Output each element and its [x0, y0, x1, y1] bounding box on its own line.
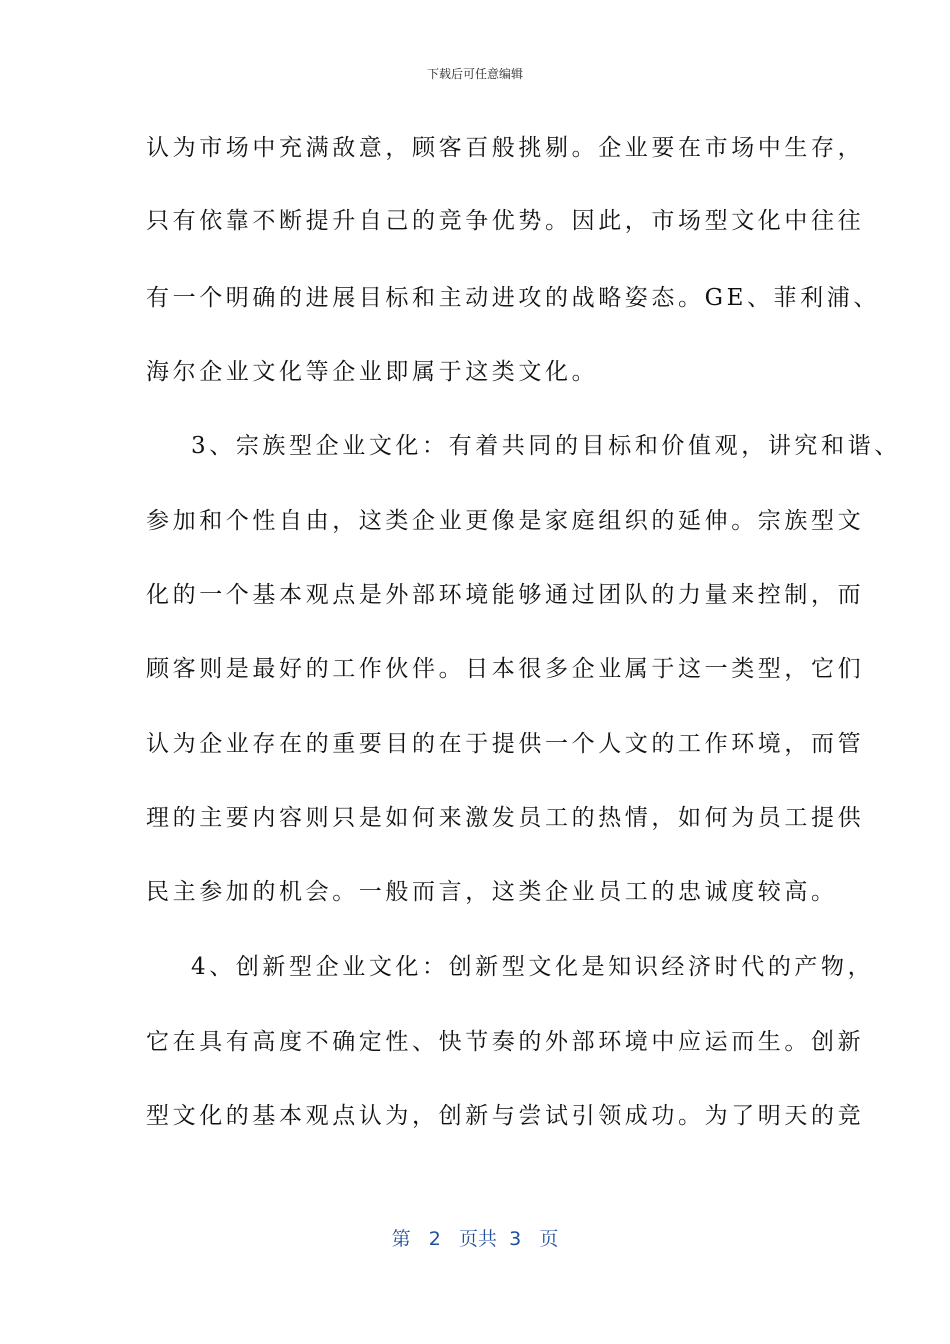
page-footer: [0, 1226, 950, 1252]
text-line: 顾客则是最好的工作伙伴。日本很多企业属于这一类型，它们: [146, 656, 865, 682]
text-line: 参加和个性自由，这类企业更像是家庭组织的延伸。宗族型文: [146, 508, 865, 534]
text-line: 它在具有高度不确定性、快节奏的外部环境中应运而生。创新: [146, 1029, 865, 1055]
text-line: 海尔企业文化等企业即属于这类文化。: [146, 359, 599, 385]
footer-page-number: 2: [428, 1228, 441, 1250]
header-note: 下载后可任意编辑: [426, 67, 523, 81]
text-line: 认为企业存在的重要目的在于提供一个人文的工作环境，而管: [146, 731, 865, 757]
footer-middle: 页共: [459, 1228, 498, 1250]
footer-total-pages: 3: [509, 1228, 522, 1250]
footer-prefix: 第: [391, 1228, 411, 1250]
text-line: 理的主要内容则只是如何来激发员工的热情，如何为员工提供: [146, 805, 865, 831]
text-line: 有一个明确的进展目标和主动进攻的战略姿态。GE、菲利浦、: [146, 285, 880, 311]
text-line: 型文化的基本观点认为，创新与尝试引领成功。为了明天的竞: [146, 1103, 865, 1129]
paragraph-start-line: 4、创新型企业文化：创新型文化是知识经济时代的产物，: [191, 954, 875, 980]
text-line: 化的一个基本观点是外部环境能够通过团队的力量来控制，而: [146, 582, 865, 608]
text-line: 认为市场中充满敌意，顾客百般挑剔。企业要在市场中生存，: [146, 135, 865, 161]
text-line: 只有依靠不断提升自己的竞争优势。因此，市场型文化中往往: [146, 208, 865, 234]
paragraph-start-line: 3、宗族型企业文化：有着共同的目标和价值观，讲究和谐、: [191, 433, 901, 459]
footer-suffix: 页: [539, 1228, 559, 1250]
text-line: 民主参加的机会。一般而言，这类企业员工的忠诚度较高。: [146, 879, 838, 905]
